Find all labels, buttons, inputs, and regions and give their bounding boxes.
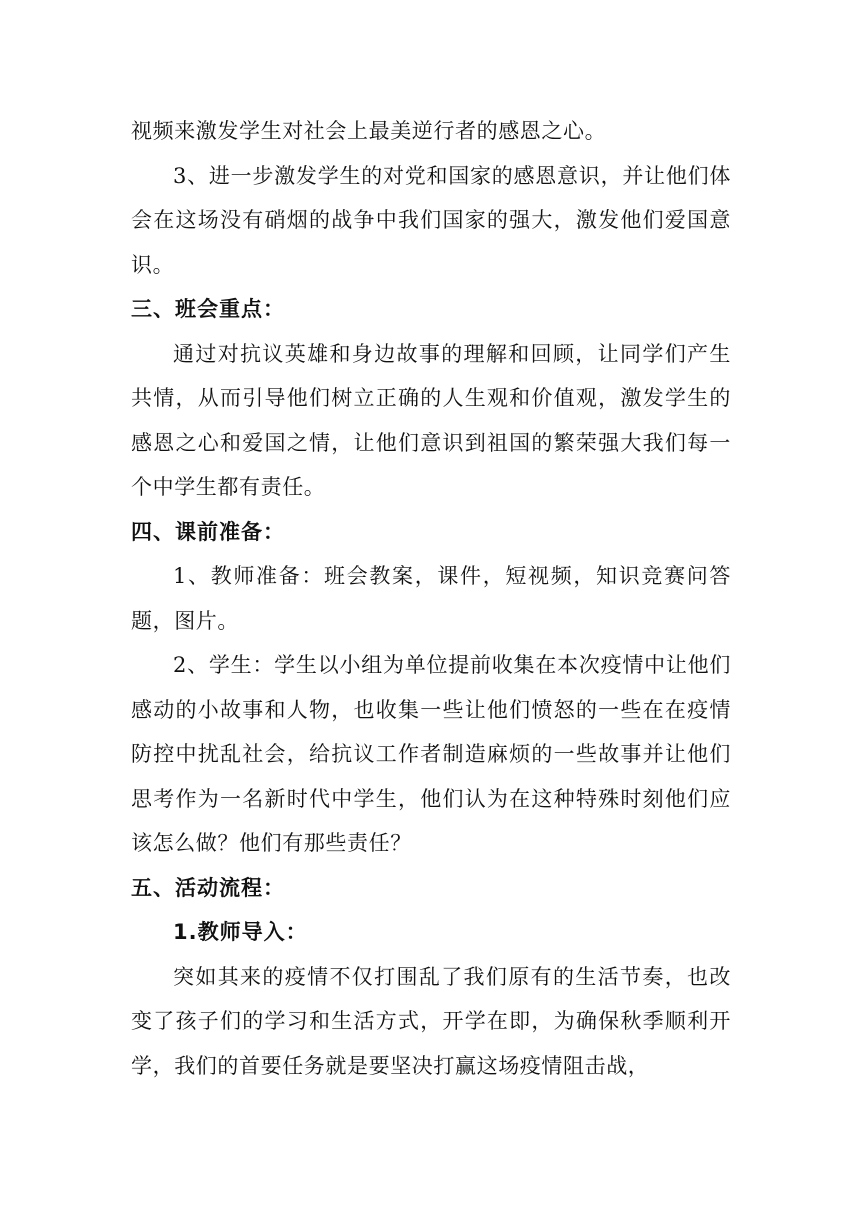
paragraph-teacher-prep: 1、教师准备：班会教案，课件，短视频，知识竞赛问答题，图片。 [131,564,731,633]
heading-activity-flow: 五、活动流程： [131,875,285,900]
paragraph-intro-continued: 视频来激发学生对社会上最美逆行者的感恩之心。 [131,119,607,143]
heading-preparation: 四、课前准备： [131,519,285,544]
subheading-teacher-intro: 1.教师导入： [173,920,308,944]
paragraph-key-points: 通过对抗议英雄和身边故事的理解和回顾，让同学们产生共情，从而引导他们树立正确的人生观和价值观，激发学生的感恩之心和爱国之情，让他们意识到祖国的繁荣强大我们每一个中学生都有责任。 [131,341,731,499]
paragraph-objective-3: 3、进一步激发学生的对党和国家的感恩意识，并让他们体会在这场没有硝烟的战争中我们国家的强大，激发他们爱国意识。 [131,163,731,277]
heading-key-points: 三、班会重点： [131,297,285,321]
document-body [131,109,731,1088]
paragraph-student-prep: 2、学生：学生以小组为单位提前收集在本次疫情中让他们感动的小故事和人物，也收集一些让他们愤怒的一些在在疫情防控中扰乱社会，给抗议工作者制造麻烦的一些故事并让他们思考作为一名新时代中学生，他们认为在这种特殊时刻他们应该怎么做？他们有那些责任？ [131,653,731,855]
paragraph-teacher-intro: 突如其来的疫情不仅打围乱了我们原有的生活节奏，也改变了孩子们的学习和生活方式，开学在即，为确保秋季顺利开学，我们的首要任务就是要坚决打赢这场疫情阻击战， [131,964,731,1078]
